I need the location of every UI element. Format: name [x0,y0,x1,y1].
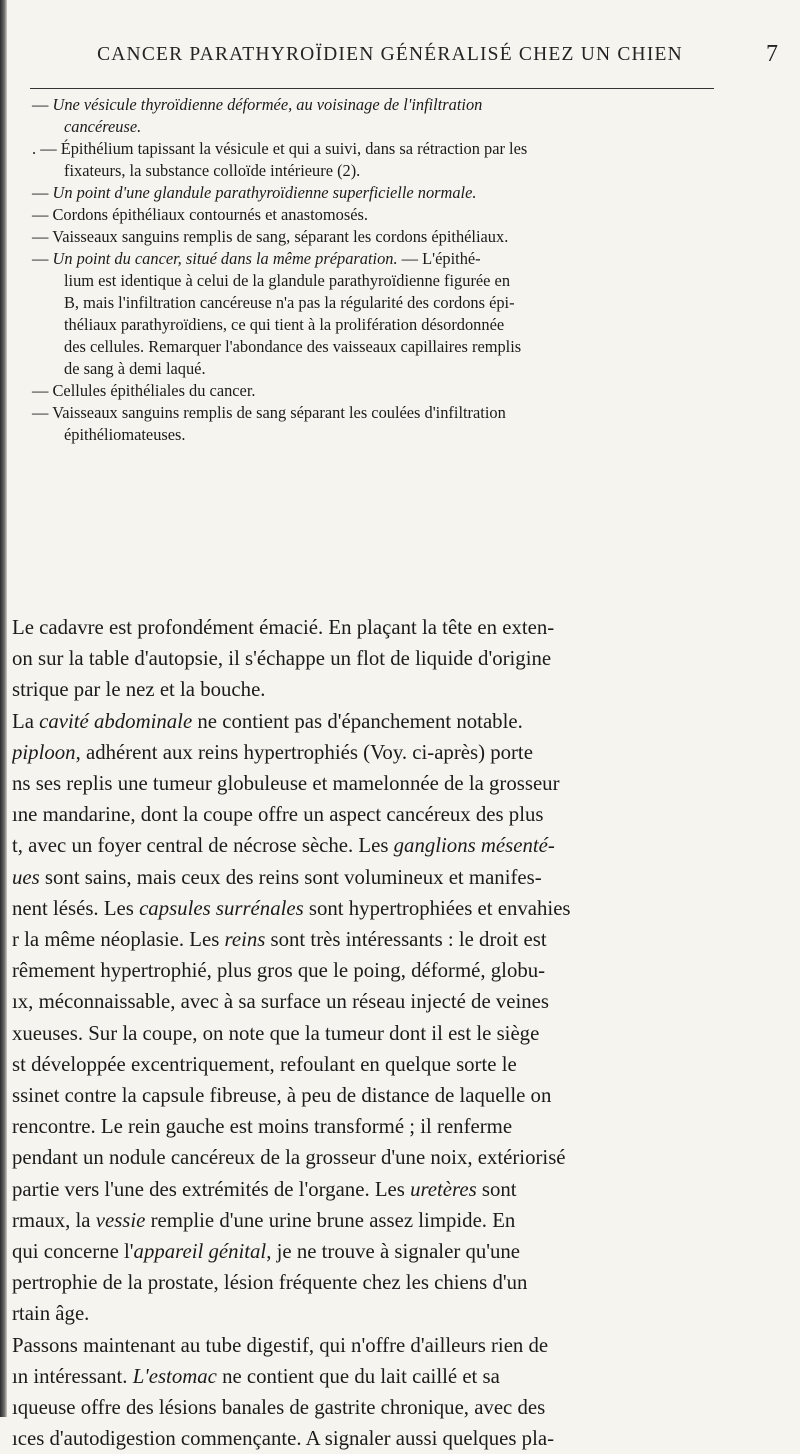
legend-line [32,182,722,204]
legend-text: — L'épithé- [397,249,481,268]
legend-text: Cellules épithéliales du cancer. [52,381,256,400]
text-line: r la même néoplasie. Les reins sont très intéressants : le droit est [12,928,547,952]
emphasis: L'estomac [132,1364,217,1388]
legend-text: de sang à demi laqué. [64,359,206,378]
legend-line [32,380,722,402]
legend-dash: — [32,95,53,114]
text-line: rtain âge. [12,1302,90,1326]
legend-dash: — [32,205,53,224]
text-line: rêmement hypertrophié, plus gros que le poing, déformé, globu- [12,959,546,983]
text-line: pertrophie de la prostate, lésion fréquente chez les chiens d'un [12,1271,528,1295]
header-rule [30,88,714,89]
legend-dash: — [32,183,53,202]
legend-text: théliaux parathyroïdiens, ce qui tient à la prolifération désordonnée [64,315,505,334]
legend-line [32,292,722,314]
text-line: st développée excentriquement, refoulant en quelque sorte le [12,1052,517,1076]
text-line: Le cadavre est profondément émacié. En plaçant la tête en exten- [12,616,555,639]
legend-text: fixateurs, la substance colloïde intérieure (2). [64,161,361,180]
text-line: ıces d'autodigestion commençante. A signaler aussi quelques pla- [12,1427,555,1451]
legend-line [32,358,722,380]
text-line: pendant un nodule cancéreux de la grosseur d'une noix, extériorisé [12,1146,566,1170]
text-line: piploon, adhérent aux reins hypertrophiés (Voy. ci-après) porte [12,740,533,764]
text-line: rmaux, la vessie remplie d'une urine brune assez limpide. En [12,1208,516,1232]
text-line: qui concerne l'appareil génital, je ne trouve à signaler qu'une [12,1240,521,1264]
legend-text: Épithélium tapissant la vésicule et qui a suivi, dans sa rétraction par les [60,139,528,158]
legend-text: B, mais l'infiltration cancéreuse n'a pas la régularité des cordons épi- [64,293,515,312]
emphasis: appareil génital [133,1240,267,1264]
legend-line [32,424,722,446]
page-header [0,41,800,74]
text-line: Passons maintenant au tube digestif, qui n'offre d'ailleurs rien de [12,1333,549,1357]
legend-dash: — [32,403,53,422]
legend-line [32,336,722,358]
body-text [12,612,718,1454]
legend-line [32,248,722,270]
emphasis: vessie [95,1208,146,1232]
legend-dash: — [32,249,53,268]
legend-caption: Un point d'une glandule parathyroïdienne superficielle normale. [52,183,477,202]
legend-dash: — [32,381,53,400]
text-line: rencontre. Le rein gauche est moins transformé ; il renferme [12,1115,513,1139]
text-line: t, avec un foyer central de nécrose sèche. Les ganglions mésenté- [12,834,555,858]
text-line: strique par le nez et la bouche. [12,678,266,702]
legend-line [32,204,722,226]
legend-caption: Un point du cancer, situé dans la même préparation. [52,249,398,268]
legend-text: Vaisseaux sanguins remplis de sang, séparant les cordons épithéliaux. [52,227,509,246]
running-title: CANCER PARATHYROÏDIEN GÉNÉRALISÉ CHEZ UN CHIEN [97,44,683,65]
text-line: ns ses replis une tumeur globuleuse et mamelonnée de la grosseur [12,772,560,796]
text-line: xueuses. Sur la coupe, on note que la tumeur dont il est le siège [12,1021,540,1045]
legend-text: lium est identique à celui de la glandule parathyroïdienne figurée en [64,271,511,290]
legend-line [32,314,722,336]
legend-dash: . — [32,139,61,158]
text-line: ın intéressant. L'estomac ne contient que du lait caillé et sa [12,1364,500,1388]
legend-caption: Une vésicule thyroïdienne déformée, au voisinage de l'infiltration [52,95,483,114]
legend-text: épithéliomateuses. [64,425,186,444]
figure-legend [32,94,722,446]
emphasis: reins [224,928,266,952]
legend-line [32,160,722,182]
legend-text: Cordons épithéliaux contournés et anastomosés. [52,205,368,224]
emphasis: capsules surrénales [139,896,304,920]
legend-line [32,138,722,160]
text-line: ıne mandarine, dont la coupe offre un aspect cancéreux des plus [12,803,544,827]
text-line: La cavité abdominale ne contient pas d'épanchement notable. [12,709,523,733]
text-line: ues sont sains, mais ceux des reins sont volumineux et manifes- [12,865,542,889]
legend-caption: cancéreuse. [64,117,142,136]
legend-line [32,94,722,116]
legend-line [32,116,722,138]
legend-text: Vaisseaux sanguins remplis de sang séparant les coulées d'infiltration [52,403,506,422]
legend-line [32,270,722,292]
emphasis: ues [12,865,40,889]
book-spine-shadow [0,0,7,1417]
page-number: 7 [766,41,778,67]
emphasis: cavité abdominale [39,709,193,733]
text-line: on sur la table d'autopsie, il s'échappe un flot de liquide d'origine [12,647,552,671]
text-line: partie vers l'une des extrémités de l'organe. Les uretères sont [12,1177,517,1201]
emphasis: piploon [12,740,76,764]
text-line: ıx, méconnaissable, avec à sa surface un réseau injecté de veines [12,990,550,1014]
text-line: ssinet contre la capsule fibreuse, à peu de distance de laquelle on [12,1084,552,1108]
text-line: nent lésés. Les capsules surrénales sont hypertrophiées et envahies [12,896,571,920]
emphasis: ganglions mésenté- [393,834,555,858]
legend-text: des cellules. Remarquer l'abondance des vaisseaux capillaires remplis [64,337,522,356]
legend-line [32,402,722,424]
emphasis: uretères [410,1177,477,1201]
text-line: ıqueuse offre des lésions banales de gastrite chronique, avec des [12,1396,546,1420]
legend-dash: — [32,227,53,246]
legend-line [32,226,722,248]
